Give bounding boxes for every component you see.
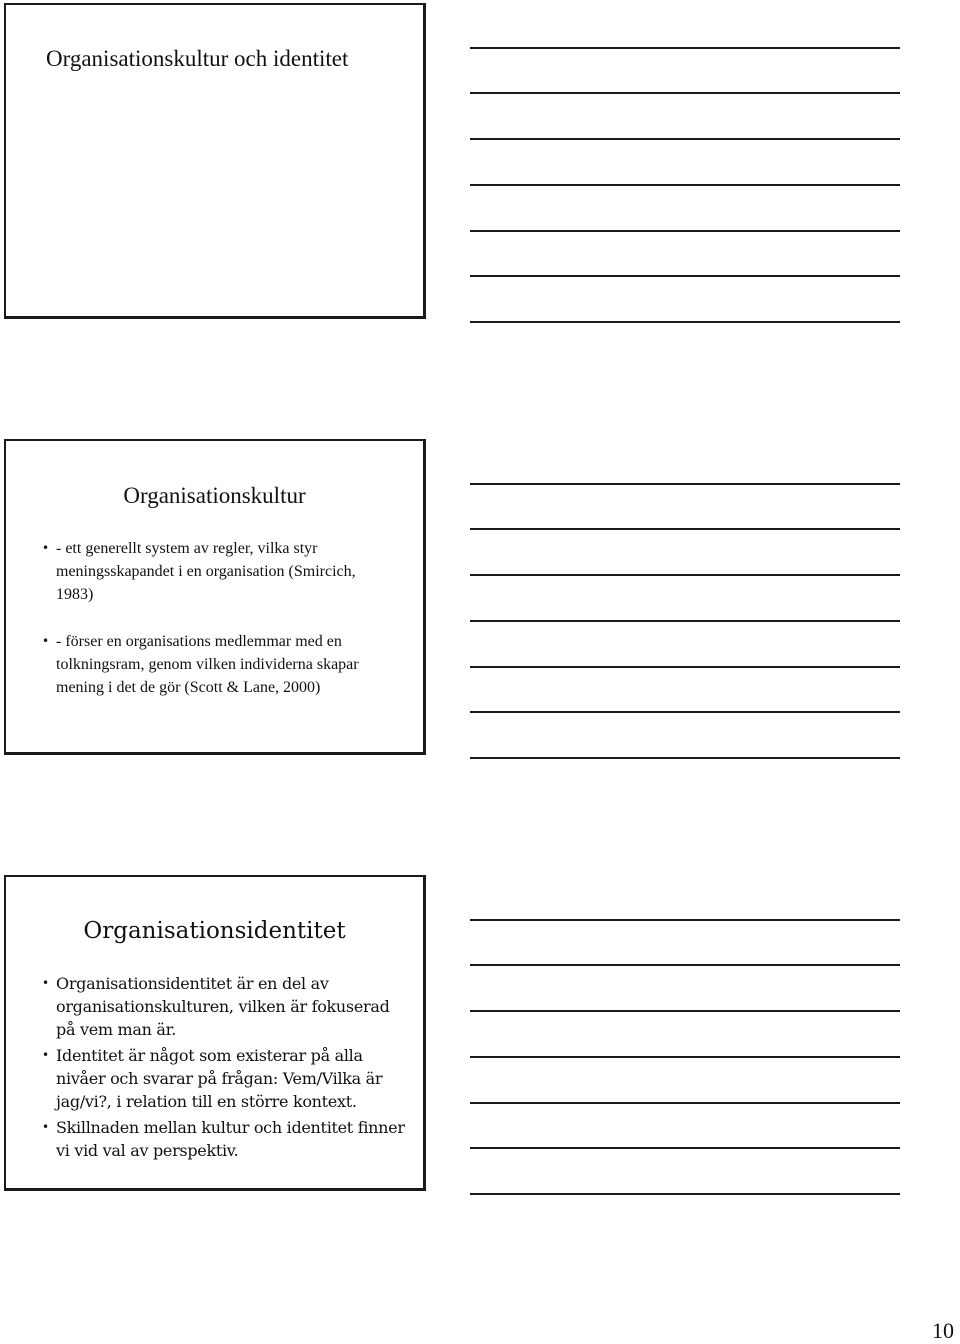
note-line (470, 230, 900, 232)
bullet-item: • Identitet är något som existerar på alla nivåer och svarar på frågan: Vem/Vilka är jag/vi?, i relation till en större kontext. (26, 1044, 406, 1113)
slide-1 (4, 3, 426, 319)
slide-title: Organisationskultur och identitet (46, 46, 349, 71)
bullet-item: • - förser en organisations medlemmar med en tolkningsram, genom vilken individerna skapar mening i det de gör (Scott & Lane, 2000) (26, 630, 386, 699)
slide-title: Organisationskultur (123, 483, 306, 508)
bullet-list (26, 972, 406, 1162)
page-number: 10 (932, 1318, 954, 1343)
note-line (470, 1193, 900, 1195)
bullet-item: • Organisationsidentitet är en del av organisationskulturen, vilken är fokuserad på vem man är. (26, 972, 406, 1041)
note-line (470, 275, 900, 277)
note-line (470, 711, 900, 713)
note-line (470, 528, 900, 530)
note-line (470, 321, 900, 323)
note-line (470, 1056, 900, 1058)
note-line (470, 92, 900, 94)
note-line (470, 47, 900, 49)
note-line (470, 757, 900, 759)
note-line (470, 574, 900, 576)
note-line (470, 1102, 900, 1104)
note-line (470, 1147, 900, 1149)
bullet-item: • - ett generellt system av regler, vilka styr meningsskapandet i en organisation (Smircich, 1983) (26, 537, 386, 606)
note-line (470, 1010, 900, 1012)
slide-3 (4, 875, 426, 1191)
note-line (470, 666, 900, 668)
note-line (470, 964, 900, 966)
note-line (470, 620, 900, 622)
note-line (470, 483, 900, 485)
bullet-item: • Skillnaden mellan kultur och identitet finner vi vid val av perspektiv. (26, 1116, 406, 1162)
note-line (470, 138, 900, 140)
note-line (470, 184, 900, 186)
note-line (470, 919, 900, 921)
bullet-list (26, 537, 386, 699)
slide-2 (4, 439, 426, 755)
slide-title: Organisationsidentitet (83, 918, 346, 944)
